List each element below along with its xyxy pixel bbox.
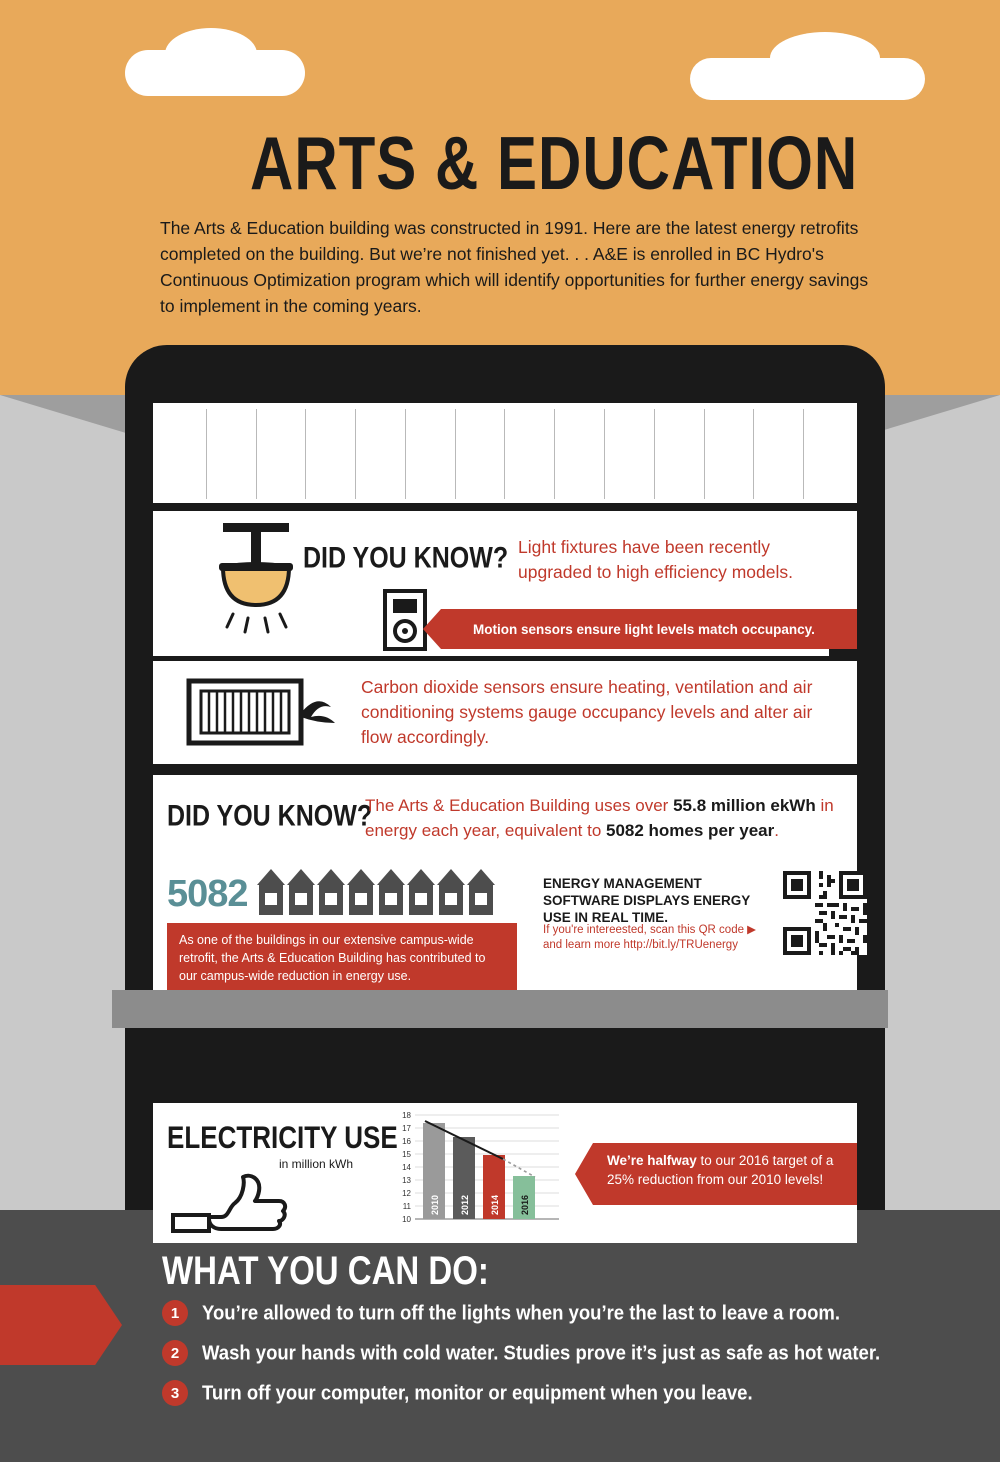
co2-panel xyxy=(153,661,857,764)
window-pane xyxy=(157,409,207,499)
window-pane xyxy=(306,409,356,499)
halfway-callout-bold: We’re halfway xyxy=(607,1153,697,1168)
window-pane xyxy=(505,409,555,499)
lighting-panel xyxy=(153,511,857,656)
air-vent-icon xyxy=(185,673,345,753)
energy-software-subtext: If you're intereested, scan this QR code ▶ and learn more http://bit.ly/TRUenergy xyxy=(543,924,757,951)
window-grid xyxy=(157,409,853,499)
cloud-right-puff xyxy=(770,32,880,84)
energy-text-part1: The Arts & Education Building uses over xyxy=(365,796,674,815)
window-pane xyxy=(257,409,307,499)
window-pane xyxy=(754,409,804,499)
panel-divider-tick xyxy=(829,649,857,659)
energy-did-you-know: DID YOU KNOW? xyxy=(167,799,373,833)
tip-text: You’re allowed to turn off the lights when you’re the last to leave a room. xyxy=(202,1300,840,1324)
svg-text:13: 13 xyxy=(402,1176,411,1185)
electricity-heading: ELECTRICITY USE xyxy=(167,1119,398,1155)
svg-text:12: 12 xyxy=(402,1189,411,1198)
energy-highlight-ekwh: 55.8 million ekWh xyxy=(673,796,816,815)
window-band xyxy=(153,403,857,503)
energy-text xyxy=(365,793,845,843)
svg-text:2016: 2016 xyxy=(520,1194,530,1215)
tips-list xyxy=(162,1300,962,1420)
energy-highlight-homes: 5082 homes per year xyxy=(606,821,775,840)
svg-text:2010: 2010 xyxy=(430,1194,440,1215)
tip-number: 1 xyxy=(162,1300,188,1326)
window-pane xyxy=(705,409,755,499)
window-pane xyxy=(804,409,853,499)
electricity-bar-chart xyxy=(391,1109,561,1237)
wall-left xyxy=(0,395,135,1210)
building-shell xyxy=(125,345,885,1224)
lighting-text: Light fixtures have been recently upgraded to high efficiency models. xyxy=(518,537,793,582)
building-beam xyxy=(112,990,888,1028)
list-item xyxy=(162,1380,962,1406)
svg-text:18: 18 xyxy=(402,1111,411,1120)
tip-text: Turn off your computer, monitor or equipment when you leave. xyxy=(202,1380,753,1404)
list-item xyxy=(162,1340,962,1366)
window-pane xyxy=(555,409,605,499)
intro-paragraph: The Arts & Education building was constructed in 1991. Here are the latest energy retrofits completed on the building. But we’re not finished yet. . . A&E is enrolled in BC Hydro's Continuous Optimization program which will identify opportunities for further energy savings to implement in the coming years. xyxy=(160,218,869,316)
tip-number: 3 xyxy=(162,1380,188,1406)
svg-text:2012: 2012 xyxy=(460,1194,470,1215)
homes-count: 5082 xyxy=(167,873,248,915)
building-interior xyxy=(153,403,857,1224)
list-item xyxy=(162,1300,962,1326)
pendant-lamp-icon xyxy=(193,519,323,649)
tip-text: Wash your hands with cold water. Studies prove it’s just as safe as hot water. xyxy=(202,1340,881,1364)
svg-text:14: 14 xyxy=(402,1163,411,1172)
svg-text:16: 16 xyxy=(402,1137,411,1146)
footer-title: WHAT YOU CAN DO: xyxy=(162,1248,489,1293)
window-pane xyxy=(456,409,506,499)
energy-software-title: ENERGY MANAGEMENT SOFTWARE DISPLAYS ENERGY USE IN REAL TIME. xyxy=(543,876,751,925)
cloud-left-puff xyxy=(165,28,257,80)
motion-sensor-banner: Motion sensors ensure light levels match occupancy. xyxy=(441,609,857,649)
svg-text:15: 15 xyxy=(402,1150,411,1159)
window-pane xyxy=(356,409,406,499)
tip-number: 2 xyxy=(162,1340,188,1366)
co2-text: Carbon dioxide sensors ensure heating, ventilation and air conditioning systems gauge occupancy levels and alter air flow accordingly. xyxy=(361,677,813,747)
electricity-panel xyxy=(153,1103,857,1243)
svg-text:17: 17 xyxy=(402,1124,411,1133)
wall-right xyxy=(865,395,1000,1210)
lighting-did-you-know: DID YOU KNOW? xyxy=(303,541,509,575)
energy-text-part3: . xyxy=(774,821,779,840)
thumbs-up-icon xyxy=(169,1171,289,1233)
window-pane xyxy=(207,409,257,499)
halfway-callout-rest: to our 2016 target of a 25% reduction from our 2010 levels! xyxy=(607,1153,834,1187)
qr-code-icon[interactable] xyxy=(783,871,867,955)
svg-text:10: 10 xyxy=(402,1215,411,1224)
window-pane xyxy=(605,409,655,499)
window-pane xyxy=(406,409,456,499)
houses-row-icon xyxy=(257,867,517,915)
motion-sensor-icon xyxy=(381,589,429,651)
window-pane xyxy=(655,409,705,499)
halfway-callout xyxy=(593,1143,857,1205)
electricity-subheading: in million kWh xyxy=(279,1157,354,1171)
svg-text:11: 11 xyxy=(402,1202,411,1211)
svg-text:2014: 2014 xyxy=(490,1194,500,1215)
campus-retrofit-block: As one of the buildings in our extensive campus-wide retrofit, the Arts & Education Building has contributed to our campus-wide reduction in energy use. xyxy=(167,923,517,995)
page-title: ARTS & EDUCATION xyxy=(250,121,859,205)
energy-text-part2: in energy each year, equivalent to xyxy=(365,796,834,840)
energy-panel xyxy=(153,775,857,1017)
